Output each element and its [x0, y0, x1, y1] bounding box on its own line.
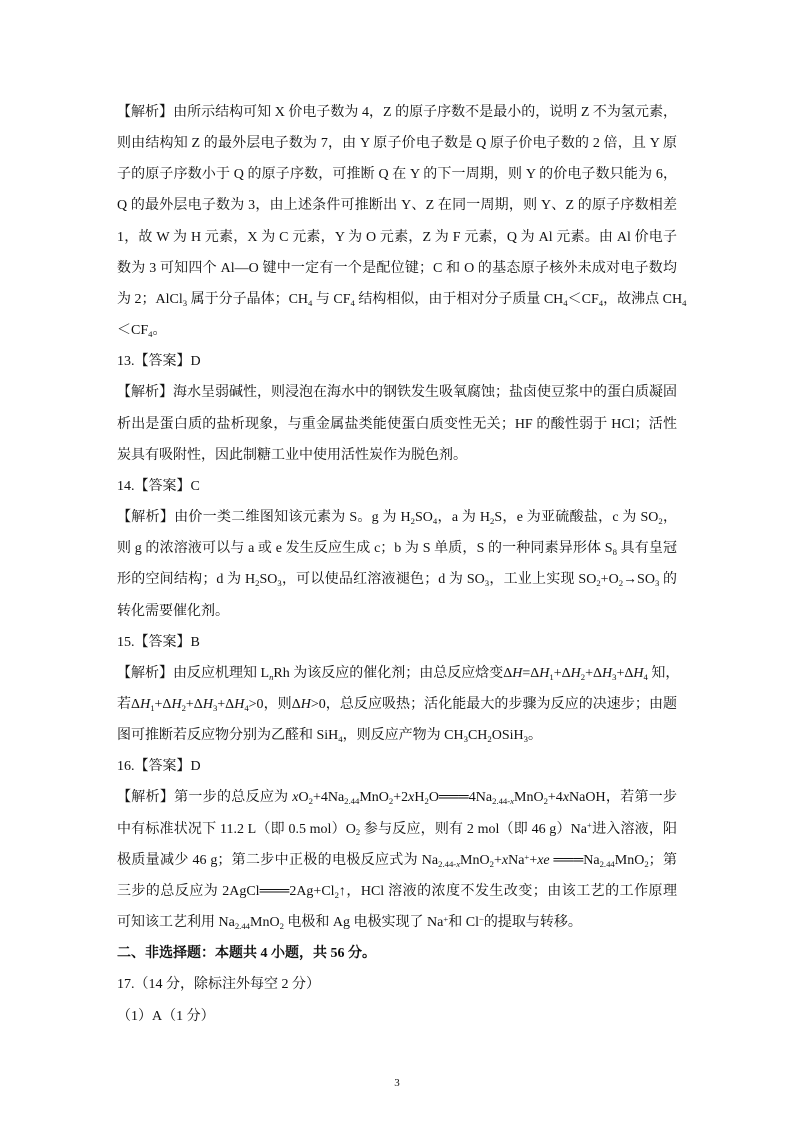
text-run: 【解析】海水呈弱碱性，则浸泡在海水中的钢铁发生吸氧腐蚀；盐卤使豆浆中的蛋白质凝固 [117, 385, 677, 401]
subscript: 4 [350, 297, 355, 308]
section-heading [117, 938, 677, 969]
subscript: 2 [487, 733, 492, 744]
text-run: ， [662, 510, 678, 526]
answer-text: 15.【答案】B [117, 634, 200, 650]
text-run: +O [600, 572, 619, 588]
analysis-line [117, 159, 677, 190]
text-run: 数为 3 可知四个 Al—O 键中一定有一个是配位键；C 和 O 的基态原子核外未成对电子数均 [117, 260, 677, 276]
italic-variable: H [234, 696, 245, 712]
italic-variable: H [633, 665, 644, 681]
q13-block [117, 346, 677, 471]
text-run: ═══Na [549, 852, 600, 868]
text-run: +2 [393, 790, 409, 806]
text-run: +Δ [585, 665, 603, 681]
analysis-line [117, 377, 677, 408]
subscript: 1 [150, 702, 155, 713]
analysis-line [117, 907, 677, 938]
analysis-line [117, 782, 677, 813]
analysis-line [117, 814, 677, 845]
question-header [117, 969, 677, 1000]
text-run: MnO [359, 790, 389, 806]
subscript: 2 [424, 796, 429, 807]
text-run: 【解析】由价一类二维图知该元素为 S。g 为 H [117, 510, 411, 526]
subscript [438, 859, 460, 869]
subscript: 2 [334, 889, 339, 900]
text-run: 可知该工艺利用 Na [117, 915, 235, 931]
analysis-line [117, 190, 677, 221]
text-run: S，e 为亚硫酸盐，c 为 SO [494, 510, 659, 526]
answer-text: 14.【答案】C [117, 478, 200, 494]
text-run: +Δ [616, 665, 634, 681]
analysis-line [117, 315, 677, 346]
text-run: +4 [547, 790, 563, 806]
subscript: 2 [355, 827, 361, 838]
text-run: 形的空间结构；d 为 H [117, 572, 256, 588]
text-run: >0，则Δ [248, 696, 301, 712]
analysis-line [117, 128, 677, 159]
subscript: 3 [182, 297, 188, 308]
italic-variable: H [171, 696, 182, 712]
subscript: 2.44 [234, 920, 251, 931]
subscript: 8 [612, 546, 617, 557]
text-run: 则 g 的浓溶液可以与 a 或 e 发生反应生成 c；b 为 S 单质，S 的一种同素异形体 S [117, 541, 613, 557]
text-run: 。 [527, 728, 542, 744]
subscript: 2 [596, 578, 601, 589]
text-run: SO [415, 510, 433, 526]
italic-variable: x [292, 790, 299, 806]
superscript: + [443, 913, 449, 924]
subscript: 2 [489, 858, 494, 869]
subscript: 4 [148, 328, 153, 339]
analysis-line [117, 253, 677, 284]
page-body [117, 97, 687, 1032]
text-run: NaOH，若第一步 [569, 790, 678, 806]
text-run: +Δ [553, 665, 571, 681]
text-run: 炭具有吸附性，因此制糖工业中使用活性炭作为脱色剂。 [117, 447, 467, 463]
text-run: ，工业上实现 SO [489, 572, 597, 588]
italic-variable: H [570, 665, 581, 681]
text-run: →SO [623, 572, 655, 588]
text-run: 2.44- [492, 796, 511, 807]
text-run: 进入溶液，阳 [591, 821, 678, 837]
subscript: 2 [490, 515, 495, 526]
text-run: 图可推断若反应物分别为乙醛和 SiH [117, 728, 339, 744]
italic-variable: H [300, 696, 311, 712]
text-run: 极质量减少 46 g；第二步中正极的电极反应式为 Na [117, 852, 439, 868]
text-run: MnO [460, 852, 490, 868]
text-run: CH [467, 728, 488, 744]
text-run: 转化需要催化剂。 [117, 603, 229, 619]
text-run: ＜CF [117, 323, 149, 339]
subscript: 4 [308, 297, 313, 308]
text-run: Rh 为该反应的催化剂；由总反应焓变Δ [273, 665, 513, 681]
text-run: + [493, 852, 502, 868]
text-run: MnO [514, 790, 544, 806]
text-run: O═══4Na [428, 790, 493, 806]
superscript: + [586, 820, 592, 831]
text-run: 三步的总反应为 2AgCl═══2Ag+Cl [117, 883, 335, 899]
text-run: ↑，HCl 溶液的浓度不发生改变；由该工艺的工作原理 [338, 883, 677, 899]
text-run: MnO [614, 852, 645, 868]
subscript: 4 [338, 733, 343, 744]
subscript: 2.44 [599, 858, 615, 869]
analysis-line [117, 222, 677, 253]
text-run: +Δ [154, 696, 172, 712]
subscript: 3 [654, 578, 660, 589]
text-run: 则由结构知 Z 的最外层电子数为 7，由 Y 原子价电子数是 Q 原子价电子数的 2 倍，且 Y 原 [117, 136, 677, 152]
italic-variable: x [510, 796, 514, 807]
text-run: 若Δ [117, 696, 141, 712]
subscript: 2 [255, 578, 260, 589]
text-run: ，a 为 H [437, 510, 490, 526]
text-run: 具有皇冠 [616, 541, 678, 557]
text-run: +4Na [312, 790, 345, 806]
analysis-line [117, 876, 677, 907]
answer-line [117, 627, 677, 658]
italic-variable: H [140, 696, 151, 712]
italic-variable: H [202, 696, 213, 712]
analysis-line [117, 689, 677, 720]
subscript: 2 [543, 796, 548, 807]
italic-variable: n [269, 671, 274, 682]
analysis-line [117, 409, 677, 440]
subscript: 2 [618, 578, 624, 589]
text-run: 【解析】由反应机理知 L [117, 665, 270, 681]
sub-answer-text: （1）A（1 分） [117, 1008, 215, 1024]
analysis-line [117, 658, 680, 689]
subscript: 3 [277, 578, 282, 589]
subscript: 3 [212, 702, 218, 713]
subscript: 1 [549, 671, 554, 682]
italic-variable: H [539, 665, 550, 681]
text-run: 中有标准状况下 11.2 L（即 0.5 mol）O [117, 821, 356, 837]
text-run: Q 的最外层电子数为 3，由上述条件可推断出 Y、Z 在同一周期，则 Y、Z 的原子序数相差 [117, 198, 677, 214]
q15-block [117, 627, 680, 752]
subscript: 2.44 [344, 796, 360, 807]
analysis-line [117, 720, 677, 751]
subscript: 4 [563, 297, 568, 308]
text-run: 【解析】第一步的总反应为 [117, 790, 293, 806]
text-run: 参与反应，则有 2 mol（即 46 g）Na [360, 821, 587, 837]
subscript: 4 [432, 515, 438, 526]
text-run: 与 CF [312, 291, 351, 307]
text-run: +Δ [217, 696, 235, 712]
answer-line [117, 471, 677, 502]
q12-analysis [117, 97, 687, 346]
analysis-line [117, 440, 677, 471]
text-run: O [298, 790, 309, 806]
analysis-line [117, 284, 687, 315]
text-run: 。 [152, 323, 167, 339]
subscript: 3 [523, 733, 528, 744]
analysis-line [117, 502, 677, 533]
text-run: H [414, 790, 425, 806]
text-run: +Δ [185, 696, 203, 712]
text-run: 的提取与转移。 [483, 915, 582, 931]
sub-answer-line [117, 1001, 677, 1032]
subscript: 2 [580, 671, 586, 682]
text-run: Na [508, 852, 525, 868]
text-run: ；第 [648, 852, 678, 868]
subscript: 3 [612, 671, 617, 682]
q16-block [117, 751, 677, 938]
analysis-line [117, 564, 677, 595]
q14-block [117, 471, 677, 627]
text-run: 属于分子晶体；CH [187, 291, 309, 307]
subscript: 3 [463, 733, 468, 744]
text-run: 1，故 W 为 H 元素，X 为 C 元素，Y 为 O 元素，Z 为 F 元素，Q 为 Al 元素。由 Al 价电子 [117, 229, 677, 245]
italic-variable: x [408, 790, 415, 806]
text-run: 电极和 Ag 电极实现了 Na [283, 915, 444, 931]
subscript: 2 [644, 858, 649, 869]
analysis-line [117, 97, 677, 128]
text-run: ，则反应产物为 CH [342, 728, 464, 744]
text-run: SO [259, 572, 278, 588]
analysis-line [117, 596, 677, 627]
analysis-line [117, 533, 677, 564]
subscript: 4 [643, 671, 648, 682]
italic-variable: H [512, 665, 523, 681]
answer-text: 13.【答案】D [117, 354, 201, 370]
answer-line [117, 751, 677, 782]
italic-variable: x [456, 858, 461, 869]
text-run: ＜CF [567, 291, 599, 307]
answer-line [117, 346, 677, 377]
q17-block [117, 969, 677, 1031]
subscript [269, 672, 273, 682]
text-run: >0，总反应吸热；活化能最大的步骤为反应的决速步；由题 [310, 696, 677, 712]
italic-variable: x [501, 852, 509, 868]
text-run: OSiH [491, 728, 524, 744]
text-run: ，可以使品红溶液褪色；d 为 SO [281, 572, 485, 588]
superscript: + [524, 851, 530, 862]
subscript: 2 [279, 920, 284, 931]
text-run: MnO [250, 915, 280, 931]
page-number: 3 [394, 1077, 400, 1089]
text-run: 2.44- [438, 858, 457, 869]
subscript: 4 [244, 702, 249, 713]
text-run: 【解析】由所示结构可知 X 价电子数为 4，Z 的原子序数不是最小的，说明 Z 不为氢元素， [117, 105, 677, 120]
text-run: + [529, 852, 538, 868]
italic-variable: x [562, 790, 570, 806]
text-run: 的 [659, 572, 678, 588]
italic-variable: xe [537, 852, 550, 868]
text-run: 析出是蛋白质的盐析现象，与重金属盐类能使蛋白质变性无关；HF 的酸性弱于 HCl；活性 [117, 416, 677, 432]
section-heading-text: 二、非选择题：本题共 4 小题，共 56 分。 [117, 946, 376, 962]
subscript: 3 [484, 578, 490, 589]
italic-variable: H [602, 665, 613, 681]
text-run: 为 2；AlCl [117, 291, 183, 307]
text-run: 结构相似，由于相对分子质量 CH [354, 291, 564, 307]
subscript: 2 [308, 796, 313, 807]
question-header-text: 17.（14 分，除标注外每空 2 分） [117, 977, 320, 993]
analysis-line [117, 845, 677, 876]
subscript: 4 [598, 297, 604, 308]
superscript: − [479, 913, 484, 924]
subscript: 2 [658, 515, 663, 526]
subscript: 4 [682, 297, 687, 308]
subscript: 2 [388, 796, 394, 807]
text-run: 知， [647, 665, 680, 681]
subscript: 2 [410, 515, 415, 526]
text-run: =Δ [522, 665, 540, 681]
answer-text: 16.【答案】D [117, 759, 201, 775]
text-run: ，故沸点 CH [603, 291, 683, 307]
text-run: 子的原子序数小于 Q 的原子序数，可推断 Q 在 Y 的下一周期，则 Y 的价电子数只能为 6， [117, 167, 677, 183]
subscript: 2 [181, 702, 186, 713]
text-run: 和 Cl [448, 915, 479, 931]
subscript [492, 796, 514, 806]
